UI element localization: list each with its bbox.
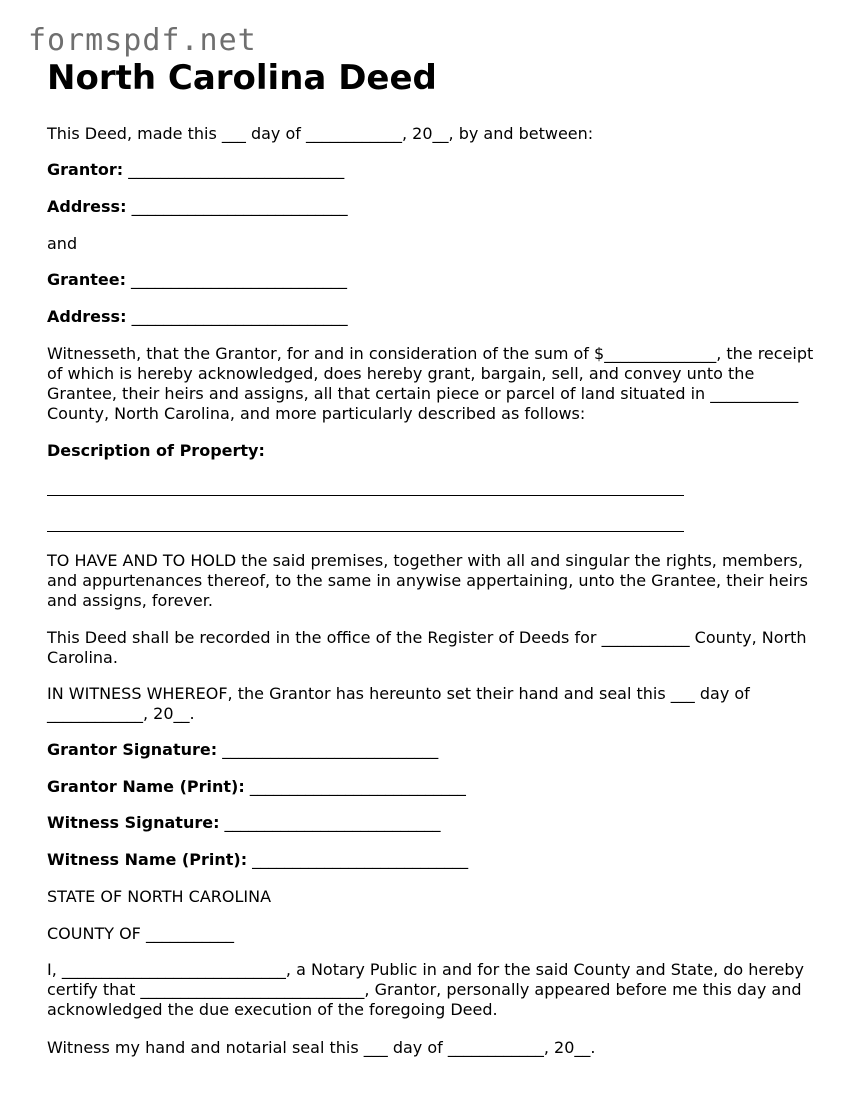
witness-name-field <box>47 850 468 870</box>
grantee-address-field <box>47 307 348 327</box>
witness-signature-label: Witness Signature: <box>47 813 220 832</box>
witnesseth-paragraph: Witnesseth, that the Grantor, for and in consideration of the sum of $______________, the receipt of which is hereby acknowledged, does hereby grant, bargain, sell, and convey unto the Grantee, their heirs and assigns, all that certain piece or parcel of land situated in ___________ County, North Carolina, and more particularly described as follows: <box>47 344 814 423</box>
witness-name-label: Witness Name (Print): <box>47 850 248 869</box>
grantor-address-field <box>47 197 348 217</box>
notary-certificate-paragraph: I, ____________________________, a Notary Public in and for the said County and State, do hereby certify that ____________________________, Grantor, personally appeared before me this day and acknowledged the due execution of the foregoing Deed. <box>47 960 804 1019</box>
in-witness-paragraph: IN WITNESS WHEREOF, the Grantor has hereunto set their hand and seal this ___ day of ____________, 20__. <box>47 684 750 723</box>
grantor-name-field <box>47 777 466 797</box>
witness-signature-blank[interactable]: ___________________________ <box>219 813 441 832</box>
grantee-label: Grantee: <box>47 270 126 289</box>
grantor-label: Grantor: <box>47 160 124 179</box>
state-heading: STATE OF NORTH CAROLINA <box>47 887 272 906</box>
grantee-address-blank[interactable]: ___________________________ <box>126 307 348 326</box>
grantor-name-blank[interactable]: ___________________________ <box>244 777 466 796</box>
grantor-address-blank[interactable]: ___________________________ <box>126 197 348 216</box>
grantee-address-label: Address: <box>47 307 127 326</box>
notary-seal-line: Witness my hand and notarial seal this ___ day of ____________, 20__. <box>47 1038 596 1057</box>
intro-line: This Deed, made this ___ day of ____________, 20__, by and between: <box>47 124 594 143</box>
grantor-signature-label: Grantor Signature: <box>47 740 218 759</box>
grantee-blank[interactable]: ___________________________ <box>125 270 348 289</box>
grantee-field <box>47 270 347 290</box>
page-title: North Carolina Deed <box>47 58 437 98</box>
recording-paragraph: This Deed shall be recorded in the office of the Register of Deeds for ___________ County, North Carolina. <box>47 628 807 667</box>
grantor-signature-field <box>47 740 438 760</box>
description-line-1[interactable] <box>47 495 684 496</box>
and-text: and <box>47 234 78 253</box>
grantor-field <box>47 160 344 180</box>
description-label: Description of Property: <box>47 441 265 460</box>
description-line-2[interactable] <box>47 531 684 532</box>
watermark: formspdf.net <box>28 23 257 58</box>
grantor-blank[interactable]: ___________________________ <box>123 160 345 179</box>
county-line: COUNTY OF ___________ <box>47 924 234 943</box>
witness-name-blank[interactable]: ___________________________ <box>247 850 469 869</box>
habendum-paragraph: TO HAVE AND TO HOLD the said premises, together with all and singular the rights, members, and appurtenances thereof, to the same in anywise appertaining, unto the Grantee, their heirs and assigns, forever. <box>47 551 808 610</box>
witness-signature-field <box>47 813 441 833</box>
grantor-name-label: Grantor Name (Print): <box>47 777 245 796</box>
grantor-signature-blank[interactable]: ___________________________ <box>217 740 439 759</box>
grantor-address-label: Address: <box>47 197 127 216</box>
